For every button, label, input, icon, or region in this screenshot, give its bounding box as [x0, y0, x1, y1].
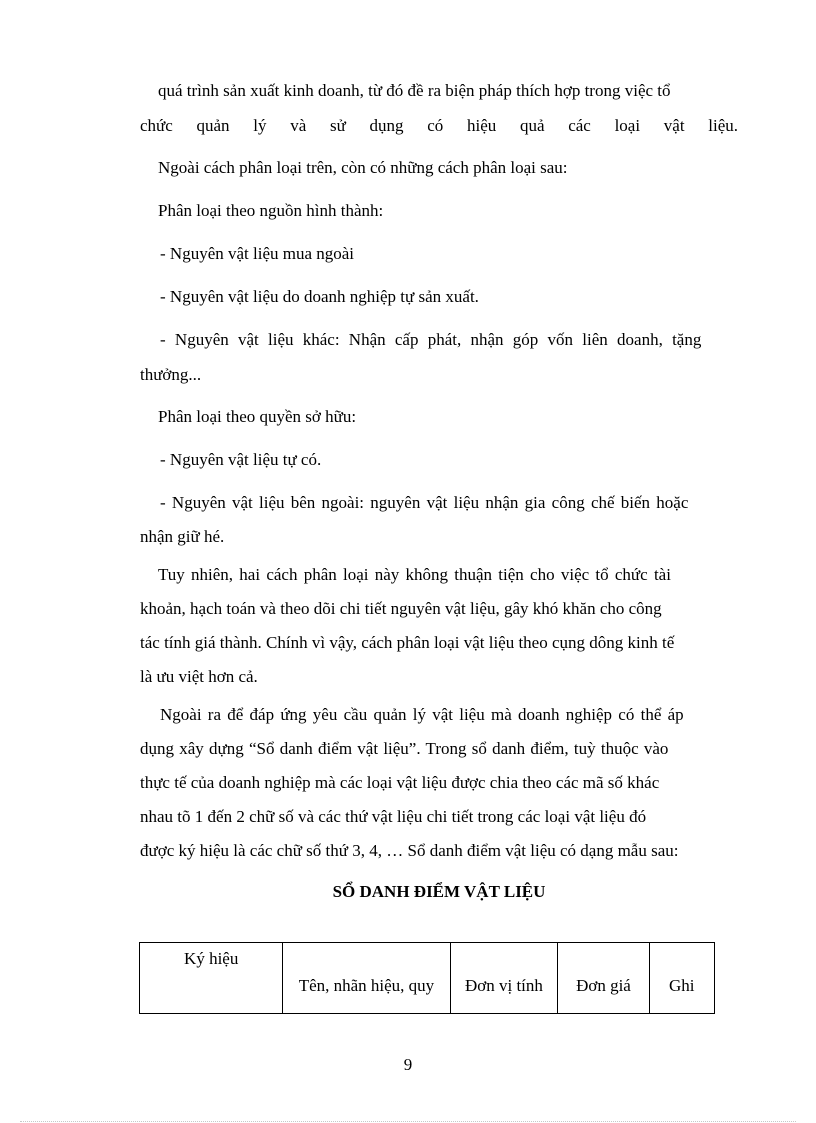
paragraph-line: nhận giữ hé. — [140, 527, 225, 546]
header-cell-note — [649, 943, 714, 1014]
paragraph-line: Ngoài cách phân loại trên, còn có những cách phân loại sau: — [158, 158, 568, 177]
header-cell-unit — [450, 943, 558, 1014]
page-number: 9 — [403, 1055, 413, 1074]
list-item: - Nguyên vật liệu mua ngoài — [160, 244, 355, 263]
paragraph-line: quá trình sản xuất kinh doanh, từ đó đề ra biện pháp thích hợp trong việc tổ — [158, 81, 671, 100]
paragraph-line: chức quản lý và sử dụng có hiệu quả các loại vật liệu. — [140, 116, 738, 135]
header-cell-name — [283, 943, 450, 1014]
paragraph-line: thưởng... — [140, 365, 202, 384]
paragraph-line: Ngoài ra để đáp ứng yêu cầu quản lý vật liệu mà doanh nghiệp có thể áp — [160, 705, 684, 724]
paragraph-line: tác tính giá thành. Chính vì vậy, cách phân loại vật liệu theo cụng dông kinh tế — [140, 633, 675, 652]
list-item: - Nguyên vật liệu tự có. — [160, 450, 322, 469]
list-item: - Nguyên vật liệu khác: Nhận cấp phát, nhận góp vốn liên doanh, tặng — [160, 330, 702, 349]
material-catalog-table — [139, 942, 715, 1014]
table-title: SỔ DANH ĐIỂM VẬT LIỆU — [332, 882, 546, 901]
paragraph-line: Tuy nhiên, hai cách phân loại này không thuận tiện cho việc tổ chức tài — [158, 565, 671, 584]
paragraph-line: dụng xây dựng “Sổ danh điểm vật liệu”. Trong sổ danh điểm, tuỳ thuộc vào — [140, 739, 669, 758]
page-bottom-divider — [20, 1121, 796, 1122]
list-item: - Nguyên vật liệu bên ngoài: nguyên vật liệu nhận gia công chế biến hoặc — [160, 493, 689, 512]
header-cell-price — [558, 943, 649, 1014]
header-name-label: Tên, nhãn hiệu, quy — [298, 976, 435, 995]
header-cell-symbol — [140, 943, 283, 1014]
paragraph-line: nhau tõ 1 đến 2 chữ số và các thứ vật liệu chi tiết trong các loại vật liệu đó — [140, 807, 647, 826]
header-price-label: Đơn giá — [576, 976, 631, 995]
paragraph-line: thực tế của doanh nghiệp mà các loại vật liệu được chia theo các mã số khác — [140, 773, 660, 792]
paragraph-line: được ký hiệu là các chữ số thứ 3, 4, … Sổ danh điểm vật liệu có dạng mẫu sau: — [140, 841, 679, 860]
header-symbol-label: Ký hiệu — [184, 949, 239, 968]
section-label: Phân loại theo quyền sở hữu: — [158, 407, 357, 426]
list-item: - Nguyên vật liệu do doanh nghiệp tự sản xuất. — [160, 287, 479, 306]
table-header-row — [140, 943, 715, 1014]
section-label: Phân loại theo nguồn hình thành: — [158, 201, 384, 220]
header-note-label: Ghi — [669, 976, 695, 995]
paragraph-line: là ưu việt hơn cả. — [140, 667, 258, 686]
header-unit-label: Đơn vị tính — [464, 976, 543, 995]
paragraph-line: khoản, hạch toán và theo dõi chi tiết nguyên vật liệu, gây khó khăn cho công — [140, 599, 662, 618]
